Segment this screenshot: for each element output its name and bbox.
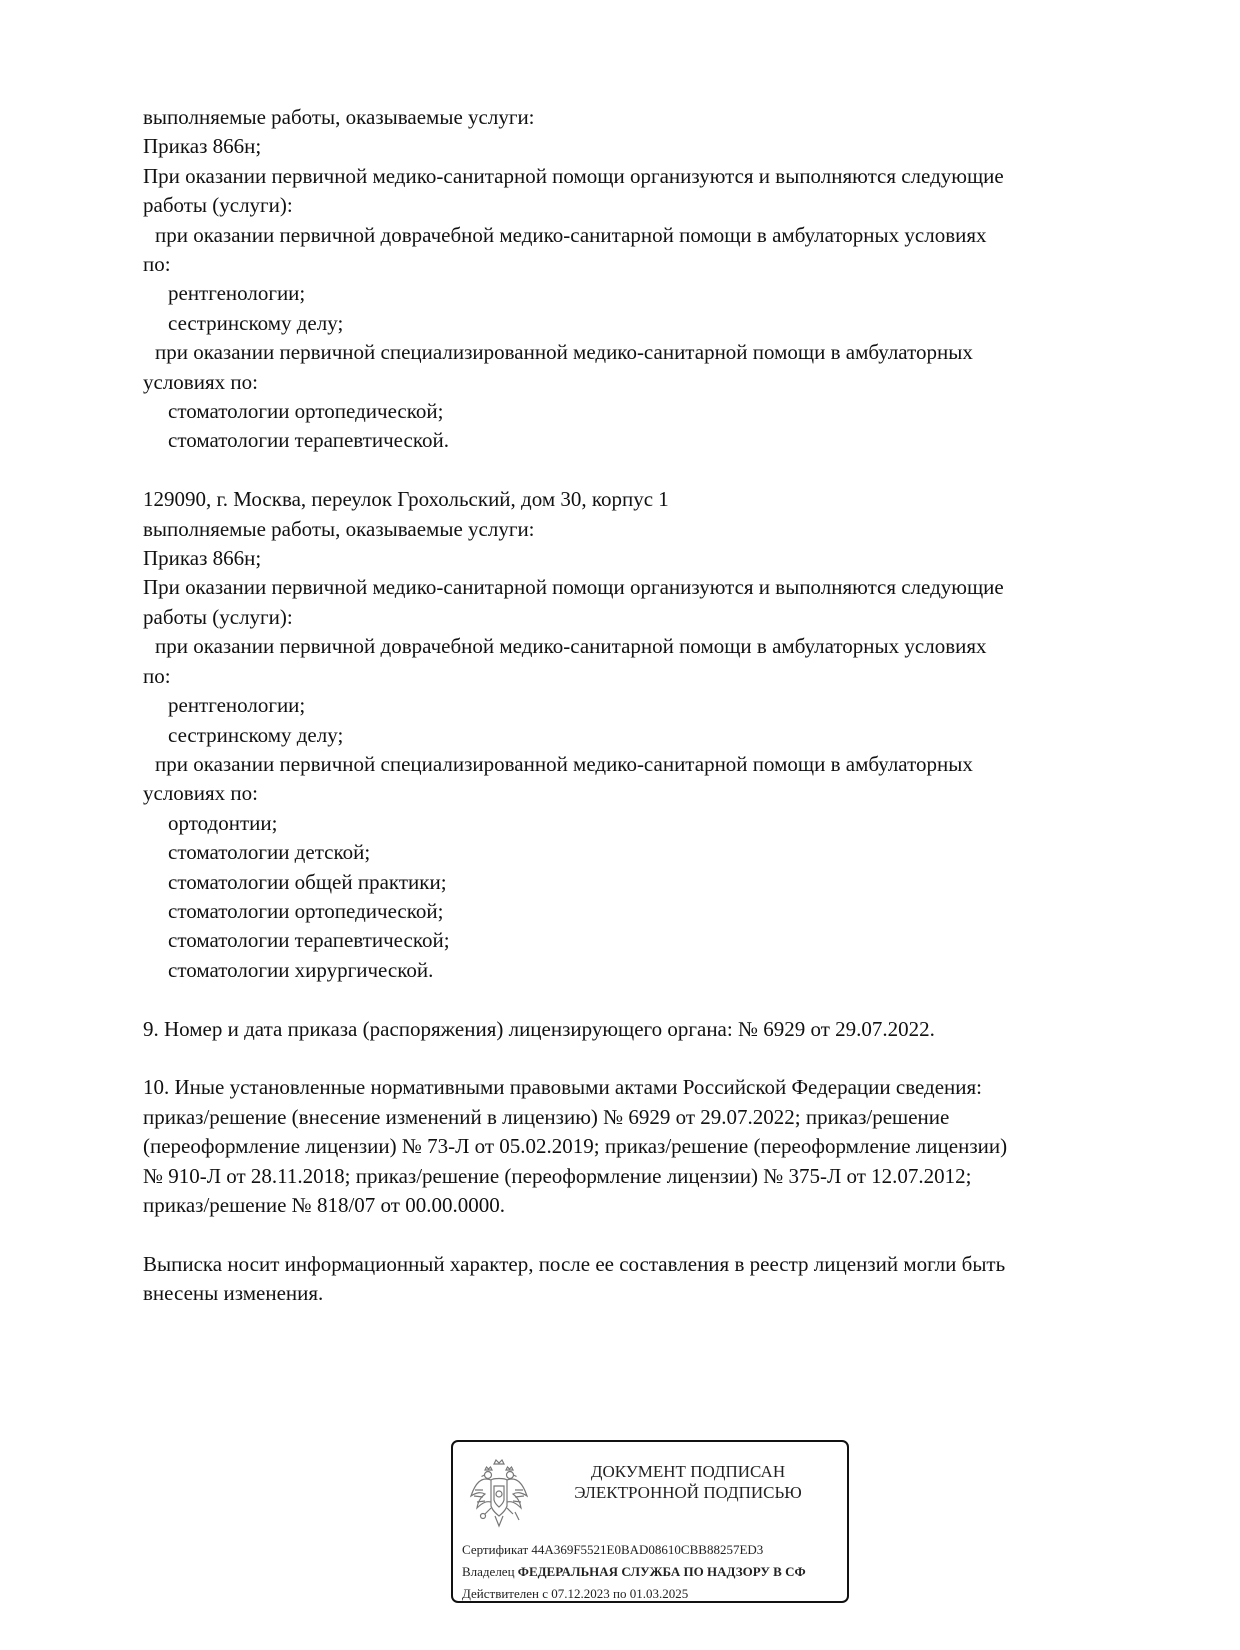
section-10-line: приказ/решение № 818/07 от 00.00.0000. bbox=[143, 1192, 505, 1217]
stamp-certificate: Сертификат 44A369F5521E0BAD08610CBB88257ED3 bbox=[462, 1542, 764, 1557]
service-item: сестринскому делу; bbox=[168, 310, 344, 335]
stamp-title bbox=[543, 1461, 833, 1503]
premedical-heading: при оказании первичной доврачебной медико-санитарной помощи в амбулаторных условиях bbox=[155, 222, 987, 247]
electronic-signature-stamp bbox=[451, 1440, 849, 1603]
stamp-validity: Действителен с 07.12.2023 по 01.03.2025 bbox=[462, 1586, 689, 1601]
services-intro: При оказании первичной медико-санитарной помощи организуются и выполняются следующие bbox=[143, 575, 1004, 600]
specialized-heading: при оказании первичной специализированной медико-санитарной помощи в амбулаторных bbox=[155, 751, 973, 776]
stamp-title-line: ДОКУМЕНТ ПОДПИСАН bbox=[590, 1462, 786, 1481]
works-label: выполняемые работы, оказываемые услуги: bbox=[143, 105, 535, 129]
premedical-heading-cont: по: bbox=[143, 252, 171, 277]
services-intro-cont: работы (услуги): bbox=[143, 193, 293, 218]
service-item: рентгенологии; bbox=[168, 281, 306, 306]
works-label: выполняемые работы, оказываемые услуги: bbox=[143, 516, 535, 541]
section-10-line: № 910-Л от 28.11.2018; приказ/решение (переоформление лицензии) № 375-Л от 12.07.2012; bbox=[143, 1163, 972, 1188]
stamp-title-line: ЭЛЕКТРОННОЙ ПОДПИСЬЮ bbox=[574, 1483, 802, 1502]
specialized-heading-cont: условиях по: bbox=[143, 781, 258, 806]
specialized-heading: при оказании первичной специализированной медико-санитарной помощи в амбулаторных bbox=[155, 340, 973, 365]
address: 129090, г. Москва, переулок Грохольский, дом 30, корпус 1 bbox=[143, 487, 669, 512]
service-item: стоматологии терапевтической. bbox=[168, 428, 449, 453]
stamp-owner-value: ФЕДЕРАЛЬНАЯ СЛУЖБА ПО НАДЗОРУ В СФ bbox=[517, 1564, 806, 1579]
disclaimer-line: внесены изменения. bbox=[143, 1281, 324, 1306]
section-9-order: 9. Номер и дата приказа (распоряжения) лицензирующего органа: № 6929 от 29.07.2022. bbox=[143, 1016, 935, 1041]
premedical-heading: при оказании первичной доврачебной медико-санитарной помощи в амбулаторных условиях bbox=[155, 634, 987, 659]
section-10-line: приказ/решение (внесение изменений в лицензию) № 6929 от 29.07.2022; приказ/решение bbox=[143, 1104, 950, 1129]
section-10-line: 10. Иные установленные нормативными правовыми актами Российской Федерации сведения: bbox=[143, 1075, 983, 1100]
service-item: ортодонтии; bbox=[168, 810, 278, 835]
stamp-owner-label: Владелец bbox=[462, 1564, 515, 1579]
double-headed-eagle-emblem-icon bbox=[467, 1454, 531, 1530]
section-10-line: (переоформление лицензии) № 73-Л от 05.02.2019; приказ/решение (переоформление лицензии) bbox=[143, 1134, 1008, 1159]
order-number: Приказ 866н; bbox=[143, 546, 262, 571]
order-number: Приказ 866н; bbox=[143, 134, 262, 159]
service-item: сестринскому делу; bbox=[168, 722, 344, 747]
services-intro-cont: работы (услуги): bbox=[143, 604, 293, 629]
service-item: рентгенологии; bbox=[168, 693, 306, 718]
stamp-info bbox=[462, 1539, 849, 1603]
stamp-owner bbox=[462, 1561, 849, 1583]
services-intro: При оказании первичной медико-санитарной помощи организуются и выполняются следующие bbox=[143, 163, 1004, 188]
premedical-heading-cont: по: bbox=[143, 663, 171, 688]
service-item: стоматологии ортопедической; bbox=[168, 898, 444, 923]
document-body bbox=[143, 103, 1153, 1309]
service-item: стоматологии детской; bbox=[168, 840, 371, 865]
specialized-heading-cont: условиях по: bbox=[143, 369, 258, 394]
service-item: стоматологии общей практики; bbox=[168, 869, 447, 894]
service-item: стоматологии хирургической. bbox=[168, 957, 434, 982]
service-item: стоматологии терапевтической; bbox=[168, 928, 450, 953]
service-item: стоматологии ортопедической; bbox=[168, 399, 444, 424]
disclaimer-line: Выписка носит информационный характер, после ее составления в реестр лицензий могли быть bbox=[143, 1251, 1006, 1276]
